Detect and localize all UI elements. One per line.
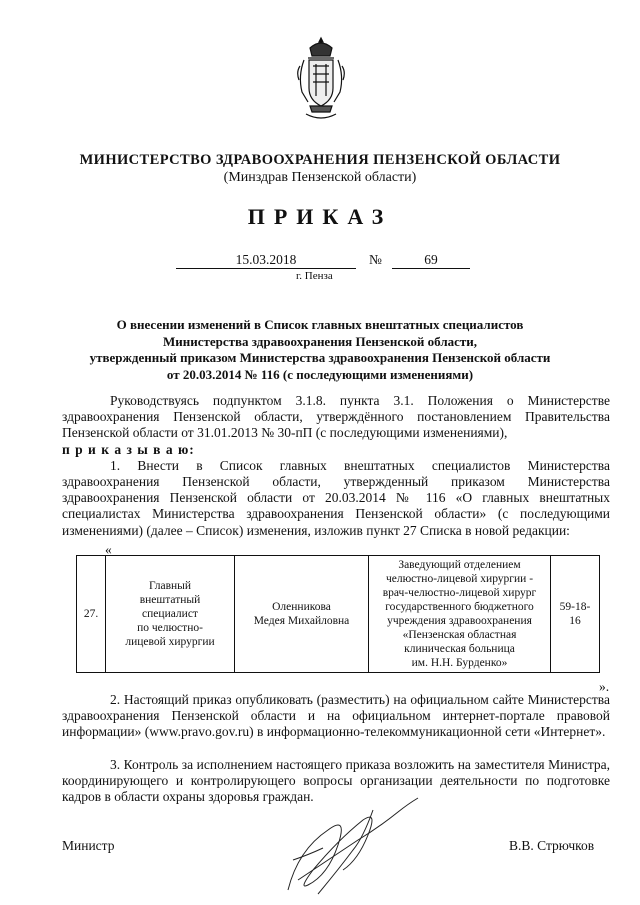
item-2: 2. Настоящий приказ опубликовать (разместить) на официальном сайте Министерства здравоохранения Пензенской области и на официальном интернет-портале правовой информации» (www.pravo.gov.ru) в информационно-телекоммуникационной сети «Интернет». bbox=[62, 692, 610, 740]
item-3: 3. Контроль за исполнением настоящего приказа возложить на заместителя Министра, координирующего и контролирующего вопросы организации деятельности по подготовке кадров в области охраны здоровья граждан. bbox=[62, 757, 610, 805]
handwritten-signature bbox=[268, 790, 428, 902]
signatory-name: В.В. Стрючков bbox=[509, 838, 595, 853]
person-surname: Оленникова bbox=[272, 601, 331, 613]
table-row bbox=[77, 556, 600, 673]
order-word: п р и к а з ы в а ю: bbox=[62, 441, 195, 457]
cell-specialty bbox=[106, 556, 235, 673]
cell-number: 27. bbox=[77, 556, 106, 673]
position-line: государственного бюджетного bbox=[385, 601, 534, 613]
subject-line-4: от 20.03.2014 № 116 (с последующими изменениями) bbox=[166, 366, 474, 382]
position-line: челюстно-лицевой хирургии - bbox=[385, 573, 534, 585]
preamble-text: Руководствуясь подпунктом 3.1.8. пункта 3.1. Положения о Министерстве здравоохранения Пензенской области, утверждённого постановлением Правительства Пензенской области от 31.01.2013 № 30-пП (с последующими изменениями), bbox=[62, 393, 610, 441]
cell-person bbox=[235, 556, 369, 673]
subject-line-1: О внесении изменений в Список главных внештатных специалистов bbox=[116, 317, 524, 332]
order-preamble bbox=[62, 393, 610, 539]
number-sign: № bbox=[369, 252, 382, 267]
subject-line-2: Министерства здравоохранения Пензенской области, bbox=[162, 333, 478, 349]
cell-position bbox=[369, 556, 551, 673]
document-type-title: ПРИКАЗ bbox=[247, 204, 393, 229]
ministry-name: МИНИСТЕРСТВО ЗДРАВООХРАНЕНИЯ ПЕНЗЕНСКОЙ ОБЛАСТИ bbox=[79, 152, 561, 168]
position-line: «Пензенская областная bbox=[402, 629, 517, 641]
position-line: Заведующий отделением bbox=[398, 559, 521, 571]
quote-close: ». bbox=[599, 679, 610, 694]
specialty-line: Главный bbox=[148, 580, 192, 592]
subject-line-3: утвержденный приказом Министерства здравоохранения Пензенской области bbox=[89, 350, 551, 365]
quote-open: « bbox=[105, 542, 112, 557]
position-line: клиническая больница bbox=[404, 643, 515, 655]
document-subject bbox=[60, 317, 580, 383]
specialty-line: специалист bbox=[142, 608, 198, 620]
document-date: 15.03.2018 bbox=[176, 252, 356, 269]
item-1: 1. Внести в Список главных внештатных специалистов Министерства здравоохранения Пензенской области, утвержденный приказом Министерства здравоохранения Пензенской области от 20.03.2014 № 116 «О главных внештатных специалистах Министерства здравоохранения Пензенской области» (с последующими изменениями) (далее – Список) изменения, изложив пункт 27 Списка в новой редакции: bbox=[62, 457, 610, 538]
position-line: врач-челюстно-лицевой хирург bbox=[382, 587, 537, 599]
specialists-table bbox=[76, 555, 600, 673]
signatory-title: Министр bbox=[62, 838, 115, 853]
specialty-line: внештатный bbox=[139, 594, 201, 606]
position-line: им. Н.Н. Бурденко» bbox=[411, 657, 508, 669]
specialty-line: лицевой хирургии bbox=[125, 636, 215, 648]
ministry-short-name: (Минздрав Пензенской области) bbox=[223, 170, 417, 185]
coat-of-arms-emblem bbox=[296, 36, 346, 122]
cell-phone: 59-18-16 bbox=[551, 556, 600, 673]
city: г. Пенза bbox=[296, 270, 333, 282]
document-number: 69 bbox=[392, 252, 470, 269]
specialty-line: по челюстно- bbox=[137, 622, 203, 634]
position-line: учреждения здравоохранения bbox=[387, 615, 532, 627]
person-name: Медея Михайловна bbox=[253, 615, 350, 627]
